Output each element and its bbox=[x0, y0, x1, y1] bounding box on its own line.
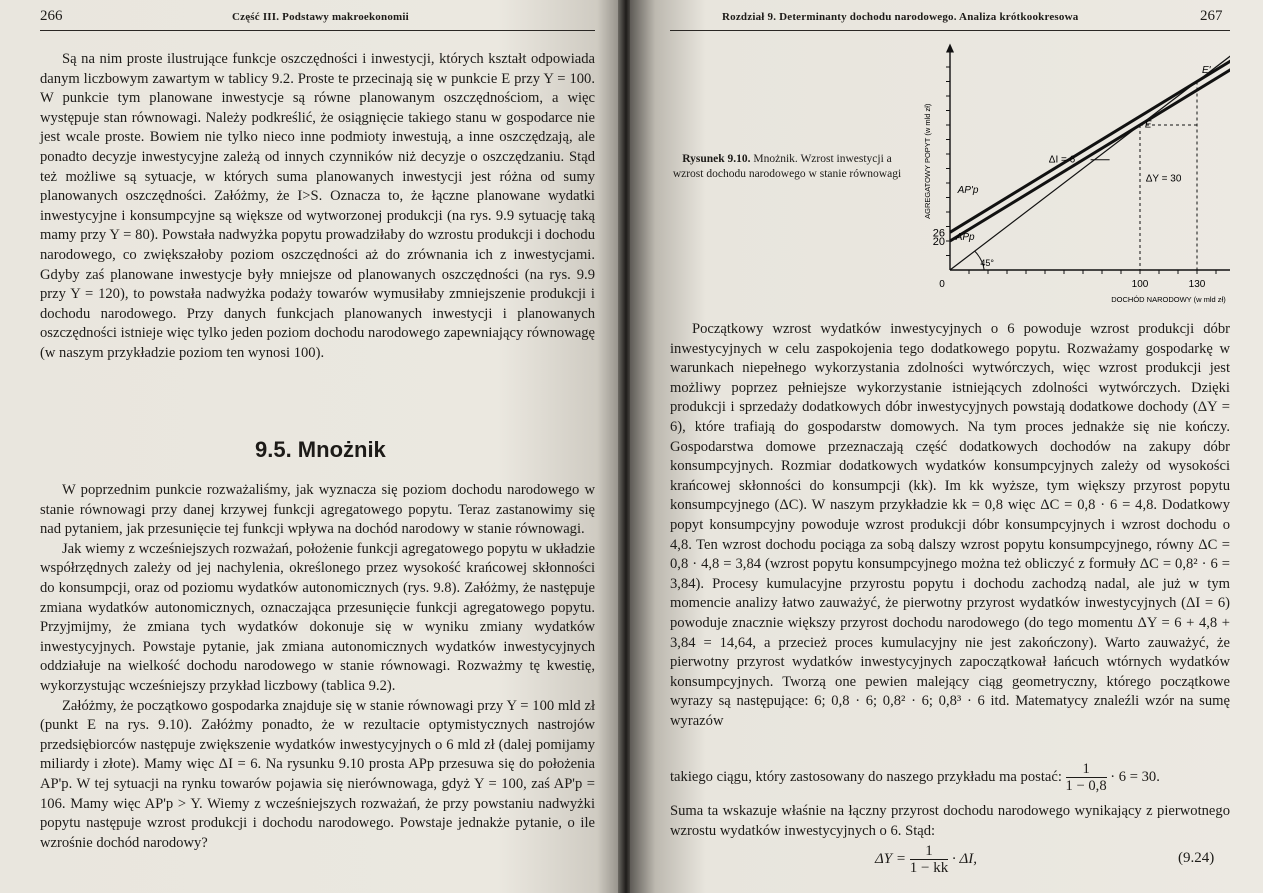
y-tick-label: 26 bbox=[932, 227, 945, 240]
origin-label: 0 bbox=[939, 279, 945, 290]
formula-2-tail: · ΔI, bbox=[952, 850, 978, 867]
figure-label: Rysunek 9.10. bbox=[682, 153, 751, 165]
left-running-head: Część III. Podstawy makroekonomii bbox=[232, 11, 409, 23]
left-body bbox=[40, 481, 595, 853]
left-header-rule bbox=[40, 30, 595, 31]
series-line-0 bbox=[950, 53, 1230, 271]
e-shifted-label: E' bbox=[1202, 64, 1211, 76]
series-line-2 bbox=[950, 58, 1230, 232]
formula-2 bbox=[875, 843, 977, 876]
formula-2-lhs: ΔY = bbox=[875, 850, 907, 867]
formula-1-line bbox=[670, 761, 1230, 794]
x-tick-label: 100 bbox=[1131, 279, 1149, 290]
y-axis-arrow bbox=[946, 44, 954, 53]
formula-1-lead: takiego ciągu, który zastosowany do naszego przykładu ma postać: bbox=[670, 768, 1062, 785]
ap-shifted-label: AP'p bbox=[957, 185, 979, 197]
figure-caption-text: Mnożnik. Wzrost inwestycji a wzrost dochodu narodowego w stanie równowagi bbox=[672, 153, 902, 180]
left-page-number: 266 bbox=[40, 8, 63, 24]
right-header-rule bbox=[670, 30, 1230, 31]
multiplier-chart bbox=[910, 40, 1230, 315]
y-axis-label: AGREGATOWY POPYT (w mld zł) bbox=[923, 103, 932, 219]
formula-2-fraction: $\frac{1}{1 - kk}$ bbox=[909, 843, 949, 876]
figure-caption bbox=[672, 152, 902, 181]
series-line-1 bbox=[950, 64, 1230, 244]
formula-1-tail: · 6 = 30. bbox=[1110, 768, 1160, 785]
section-title: 9.5. Mnożnik bbox=[255, 437, 386, 462]
delta-i-label: ΔI = 6 bbox=[1048, 154, 1076, 166]
left-paragraph-3: Jak wiemy z wcześniejszych rozważań, położenie funkcji agregatowego popytu w układzie współrzędnych zależy od jej nachylenia, określonego przez wysokość krańcowej skłonności do konsumpcji, oraz od poziomu wydatków autonomicznych (rys. 9.8). Załóżmy, że następuje zmiana wydatków autonomicznych, oznaczająca przesunięcie funkcji agregatowego popytu. Przyjmijmy, że zmiana tych wydatków dokonuje się w wyniku zmiany wydatków inwestycyjnych. Powstaje pytanie, jak zmiana autonomicznych wydatków inwestycyjnych oddziałuje na wielkość dochodu narodowego w stanie równowagi. Rozważmy tę kwestię, wykorzystując wcześniejszy przykład liczbowy (tablica 9.2). bbox=[40, 540, 595, 694]
equation-number: (9.24) bbox=[1178, 850, 1215, 866]
delta-y-label: ΔY = 30 bbox=[1145, 173, 1182, 185]
y-tick-label: 20 bbox=[932, 236, 945, 248]
right-page bbox=[630, 0, 1263, 893]
left-page bbox=[0, 0, 622, 893]
right-paragraph-2: Suma ta wskazuje właśnie na łączny przyrost dochodu narodowego wynikający z pierwotnego wzrostu wydatków inwestycyjnych o 6. Stąd: bbox=[670, 803, 1230, 839]
left-paragraph-1: Są na nim proste ilustrujące funkcje oszczędności i inwestycji, których kształt odpowiada danym liczbowym zawartym w tablicy 9.2. Proste te przecinają się w punkcie E przy Y = 100. W punkcie tym planowane inwestycje są równe planowanym oszczędnościom, a więc występuje stan równowagi. Należy podkreślić, że osiągnięcie takiego stanu w gospodarce nie jest wcale proste. Bowiem nie tylko nieco inne podmioty inwestują, a inne oszczędzają, ale ponadto decyzje inwestycyjne zależą od innych czynników niż decyzje o oszczędzaniu. Stąd też możliwe są sytuacje, w których suma planowanych inwestycji jest różna od sumy planowanych oszczędności. Załóżmy, że I>S. Oznacza to, że łączne planowane wydatki inwestycyjne i konsumpcyjne są większe od wytworzonej produkcji (na rys. 9.9 sytuację taką mamy przy Y = 80). Powstała nadwyżka popytu prowadziłaby do wzrostu produkcji i dochodu narodowego, co zwiększałoby poziom oszczędności aż do zrównania ich z inwestycjami. Gdyby zaś planowane inwestycje były mniejsze od planowanych oszczędności (na rys. 9.9 przy Y = 120), to powstała nadwyżka podaży towarów wymusiłaby zmniejszenie produkcji i dochodu narodowego. Przy danych funkcjach planowanych inwestycji i planowanych oszczędności istnieje więc tylko jeden poziom dochodu narodowego zapewniający równowagę (w naszym przykładzie poziom ten wynosi 100). bbox=[40, 51, 595, 361]
ap-label: APp bbox=[955, 232, 975, 244]
formula-1-fraction: $\frac{1}{1 - 0,8}$ bbox=[1065, 761, 1107, 794]
left-paragraph-4: Załóżmy, że początkowo gospodarka znajduje się w stanie równowagi przy Y = 100 mld zł (punkt E na rys. 9.10). Załóżmy ponadto, że w rezultacie optymistycznych nastrojów przedsiębiorców następuje zwiększenie wydatków inwestycyjnych o 6 mld zł (dalej pomijamy miliardy i złote). Mamy więc ΔI = 6. Na rysunku 9.10 prosta APp przesuwa się do położenia AP'p. W tej sytuacji na rynku towarów pojawia się nierównowaga, gdyż Y = 100, zaś AP'p = 106. Mamy więc AP'p > Y. Wiemy z wcześniejszych rozważań, że przy powstaniu nadwyżki popytu następuje wzrost produkcji i dochodu narodowego. Powstaje jednakże pytanie, o ile wzrośnie dochód narodowy? bbox=[40, 697, 595, 851]
right-running-head: Rozdział 9. Determinanty dochodu narodowego. Analiza krótkookresowa bbox=[722, 11, 1079, 23]
e-label: E bbox=[1144, 119, 1152, 131]
right-paragraph-1: Początkowy wzrost wydatków inwestycyjnych o 6 powoduje wzrost produkcji dóbr inwestycyjnych w celu zaspokojenia tego dodatkowego popytu. Rozważamy gospodarkę w warunkach niepełnego wykorzystania zdolności wytwórczych, więc wzrost produkcji jest możliwy poprzez pełniejsze wykorzystanie istniejących zdolności wytwórczych. Dzięki produkcji i sprzedaży dodatkowych dóbr inwestycyjnych powstają dodatkowe dochody (ΔY = 6), które trafiają do gospodarstw domowych. Na tym proces jednakże się nie kończy. Gospodarstwa domowe przeznaczają część dodatkowych dochodów na zakupy dóbr konsumpcyjnych. Rozmiar dodatkowych wydatków konsumpcyjnych zależy od wysokości krańcowej skłonności do konsumpcji (kk). Im kk wyższe, tym większy przyrost popytu konsumpcyjnego (ΔC). W naszym przykładzie kk = 0,8 więc ΔC = 0,8 · 6 = 4,8. Dodatkowy popyt konsumpcyjny powoduje wzrost produkcji dóbr konsumpcyjnych i wzrost dochodu o 4,8. Ten wzrost dochodu pociąga za sobą dalszy wzrost popytu konsumpcyjnego, równy ΔC = 0,8 · 4,8 = 3,84 (wzrost popytu konsumpcyjnego można też obliczyć z formuły ΔC = 0,8² · 6 = 3,84). Procesy kumulacyjne przyrostu popytu i dochodu zachodzą nadal, ale już w tym momencie analizy łatwo zauważyć, że pierwotny przyrost wydatków inwestycyjnych (ΔI = 6) powoduje znacznie większy przyrost dochodu narodowego (do tego momentu ΔY = 6 + 4,8 + 3,84 = 14,64, a przecież proces kumulacyjny nie jest zakończony). Warto zauważyć, że pierwotny przyrost wydatków inwestycyjnych zapoczątkował łańcuch wtórnych wydatków konsumpcyjnych. Tworzą one pewien malejący ciąg geometryczny, którego początkowe wyrazy są następujące: 6; 0,8 · 6; 0,8² · 6; 0,8³ · 6 itd. Matematycy znaleźli wzór na sumę wyrazów bbox=[670, 321, 1230, 729]
angle-label: 45° bbox=[980, 258, 995, 269]
x-axis-label: DOCHÓD NARODOWY (w mld zł) bbox=[1111, 295, 1226, 304]
x-tick-label: 130 bbox=[1188, 279, 1206, 290]
left-paragraph-2: W poprzednim punkcie rozważaliśmy, jak wyznacza się poziom dochodu narodowego w stanie równowagi przy danej krzywej funkcji agregatowego popytu. Teraz zastanowimy się nad pytaniem, jak przesunięcie tej funkcji wpływa na dochód narodowy w stanie równowagi. bbox=[40, 482, 595, 538]
right-page-number: 267 bbox=[1200, 8, 1223, 24]
